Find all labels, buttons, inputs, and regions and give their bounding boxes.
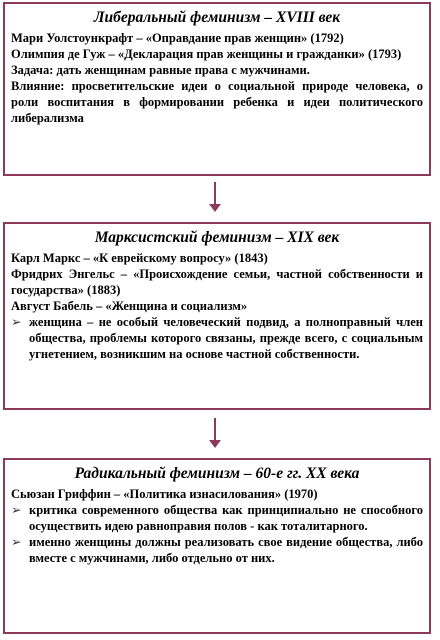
list-item [11, 314, 423, 362]
task-line: Задача: дать женщинам равные права с мужчинами. [11, 63, 310, 77]
bullet-arrow-icon: ➢ [11, 535, 22, 549]
bullet-text: критика современного общества как принципиально не способного осуществить идею равноправия полов - как тоталитарного. [29, 503, 423, 533]
down-arrow-icon [209, 418, 223, 450]
bullet-arrow-icon: ➢ [11, 315, 22, 329]
bullet-text: женщина – не особый человеческий подвид, а полноправный член общества, проблемы которого связаны, прежде всего, с социальным угнетением, возникшим на основе частной собственности. [29, 315, 423, 361]
bebel-line: Август Бабель – «Женщина и социализм» [11, 299, 248, 313]
radical-feminism-title: Радикальный феминизм – 60-е гг. XX века [74, 465, 360, 482]
wollstonecraft-line: Мари Уолстоункрафт – «Оправдание прав женщин» (1792) [11, 31, 344, 45]
engels-line: Фридрих Энгельс – «Происхождение семьи, частной собственности и государства» (1883) [11, 267, 423, 297]
griffin-line: Сьюзан Гриффин – «Политика изнасилования» (1970) [11, 487, 318, 501]
bullet-text: именно женщины должны реализовать свое видение общества, либо вместе с мужчинами, либо отдельно от них. [29, 535, 423, 565]
marx-line: Карл Маркс – «К еврейскому вопросу» (1843) [11, 251, 268, 265]
bullet-arrow-icon: ➢ [11, 503, 22, 517]
marxist-feminism-title: Марксистский феминизм – XIX век [94, 229, 340, 246]
down-arrow-icon [209, 182, 223, 214]
liberal-feminism-title: Либеральный феминизм – XVIII век [93, 9, 341, 26]
influence-line: Влияние: просветительские идеи о социальной природе человека, о роли воспитания в формировании ребенка и идеи политического либерализма [11, 79, 423, 125]
liberal-feminism-box [3, 2, 431, 176]
list-item [11, 502, 423, 534]
list-item [11, 534, 423, 566]
de-gouges-line: Олимпия де Гуж – «Декларация прав женщины и гражданки» (1793) [11, 47, 402, 61]
radical-feminism-box [3, 458, 431, 634]
marxist-feminism-box [3, 222, 431, 410]
